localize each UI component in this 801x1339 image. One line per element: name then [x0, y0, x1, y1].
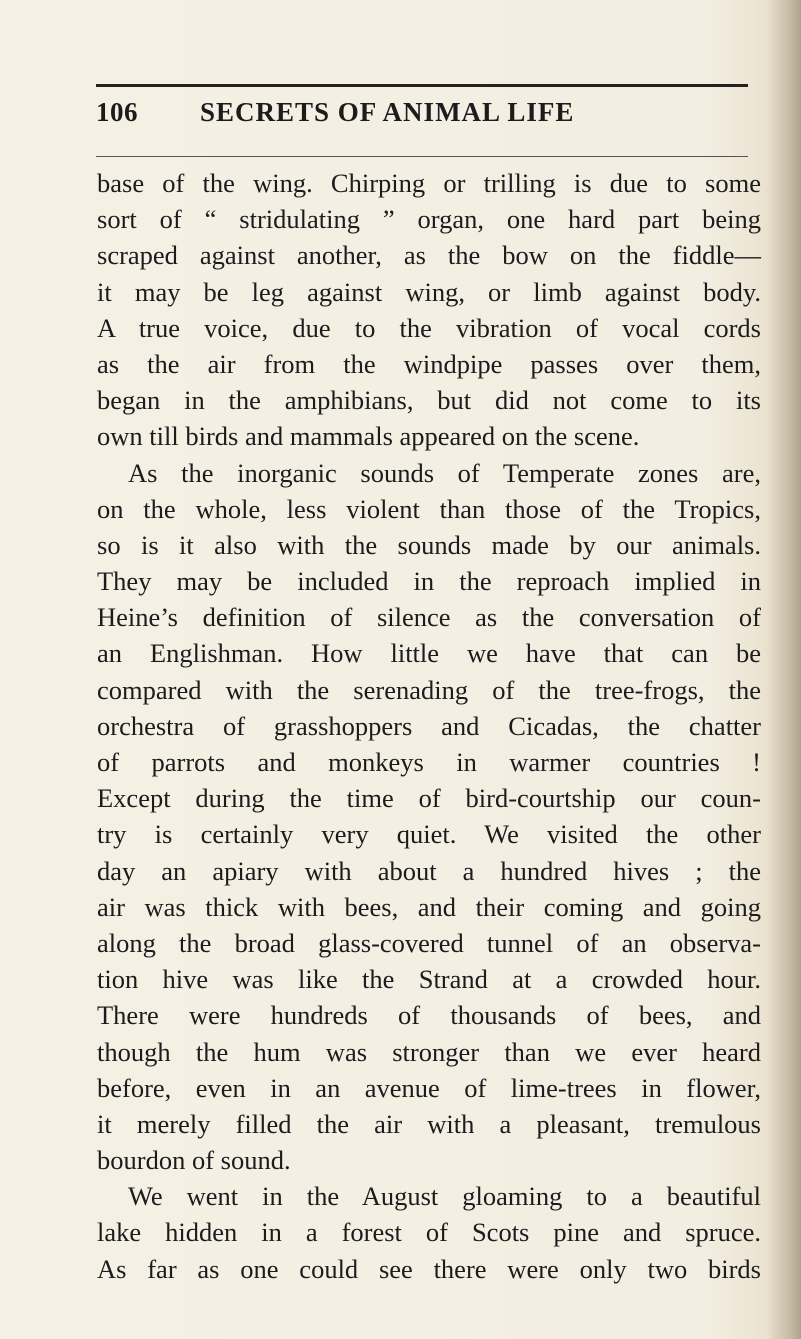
text-line: as the air from the windpipe passes over them, [97, 348, 761, 379]
text-line: of parrots and monkeys in warmer countries ! [97, 747, 761, 777]
text-line: lake hidden in a forest of Scots pine and spruce. [97, 1217, 761, 1248]
text-line: orchestra of grasshoppers and Cicadas, the chatter [97, 710, 761, 741]
top-rule [96, 84, 748, 87]
text-line: try is certainly very quiet. We visited the other [97, 819, 761, 850]
text-line: though the hum was stronger than we ever heard [97, 1036, 761, 1067]
page-edge-shadow [767, 0, 801, 1339]
text-line: A true voice, due to the vibration of vocal cords [97, 312, 761, 343]
text-line: so is it also with the sounds made by our animals. [97, 529, 761, 560]
text-line: base of the wing. Chirping or trilling is due to some [97, 168, 761, 198]
text-line: As the inorganic sounds of Temperate zones are, [128, 457, 761, 488]
text-line: before, even in an avenue of lime-trees in flower, [97, 1072, 761, 1103]
body-text [97, 165, 761, 1287]
text-line: own till birds and mammals appeared on the scene. [97, 421, 640, 452]
text-line: on the whole, less violent than those of the Tropics, [97, 493, 761, 524]
text-line: along the broad glass-covered tunnel of an observa- [97, 927, 761, 958]
text-line: There were hundreds of thousands of bees, and [97, 1000, 761, 1031]
text-line: Except during the time of bird-courtship our coun- [97, 783, 761, 814]
text-line: sort of “ stridulating ” organ, one hard part being [97, 204, 761, 235]
page-header [96, 97, 756, 137]
header-rule [96, 156, 748, 157]
text-line: We went in the August gloaming to a beautiful [128, 1181, 761, 1212]
text-line: scraped against another, as the bow on the fiddle— [97, 240, 761, 271]
page-number: 106 [96, 97, 138, 127]
text-line: tion hive was like the Strand at a crowded hour. [97, 964, 761, 995]
text-line: began in the amphibians, but did not come to its [97, 385, 761, 416]
text-line: Heine’s definition of silence as the conversation of [97, 602, 761, 633]
text-line: As far as one could see there were only two birds [97, 1253, 761, 1284]
running-title: SECRETS OF ANIMAL LIFE [200, 97, 575, 127]
text-line: air was thick with bees, and their coming and going [97, 891, 761, 922]
text-line: it may be leg against wing, or limb against body. [97, 276, 761, 307]
text-line: it merely filled the air with a pleasant, tremulous [97, 1108, 761, 1139]
text-line: day an apiary with about a hundred hives ; the [97, 855, 761, 886]
text-line: They may be included in the reproach implied in [97, 566, 761, 597]
text-line: bourdon of sound. [97, 1145, 291, 1176]
text-line: compared with the serenading of the tree-frogs, the [97, 674, 761, 705]
text-line: an Englishman. How little we have that can be [97, 638, 761, 669]
